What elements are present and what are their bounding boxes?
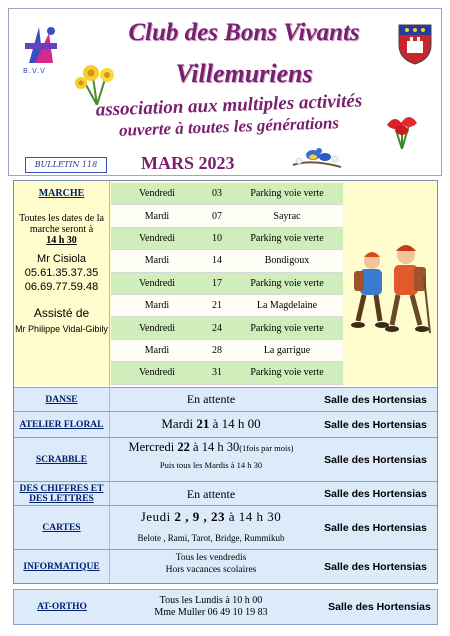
bulletin-month: MARS 2023 <box>141 153 235 173</box>
assist-name: Mr Philippe Vidal-Gibily <box>15 324 108 334</box>
walk-place: Parking voie verte <box>250 367 324 379</box>
walk-date: 17 <box>212 277 222 289</box>
activity-schedule: Tous les Lundis à 10 h 00 <box>159 595 263 606</box>
club-title: Club des Bons Vivants <box>128 19 360 46</box>
club-logo-icon <box>21 23 61 69</box>
walk-date: 14 <box>212 255 222 267</box>
row-cartes <box>14 505 437 549</box>
activity-time: à 14 h 30 <box>193 440 240 454</box>
activity-info: En attente <box>186 392 236 406</box>
row-scrabble <box>14 437 437 481</box>
marche-info <box>14 181 110 386</box>
activity-label: SCRABBLE <box>14 438 110 481</box>
walk-day: Vendredi <box>138 232 176 244</box>
marche-time: 14 h 30 <box>46 235 77 246</box>
contact-name: Mr Cisiola <box>37 253 86 265</box>
row-chiffres-lettres <box>14 481 437 505</box>
walk-day: Mardi <box>144 344 170 356</box>
activity-time: à 14 h 00 <box>212 416 261 431</box>
activity-info <box>111 550 311 583</box>
walk-date: 21 <box>212 300 222 312</box>
walk-row <box>111 295 343 317</box>
activity-extra: Puis tous les Mardis à 14 h 30 <box>159 460 263 470</box>
activity-info <box>111 438 311 481</box>
walk-place: Parking voie verte <box>250 232 324 244</box>
walk-day: Vendredi <box>138 188 176 200</box>
row-at-ortho <box>13 589 438 625</box>
activity-room: Salle des Hortensias <box>324 453 427 466</box>
club-subtitle: Villemuriens <box>175 59 313 88</box>
activity-info <box>111 412 311 437</box>
activity-room: Salle des Hortensias <box>324 418 427 431</box>
activity-day: Mardi <box>161 416 194 431</box>
walk-date: 10 <box>212 232 222 244</box>
bulletin-number: BULLETIN 118 <box>25 157 107 173</box>
activity-day: Jeudi <box>140 509 171 524</box>
walk-day: Vendredi <box>138 322 176 334</box>
walk-date: 31 <box>212 367 222 379</box>
walk-row <box>111 317 343 339</box>
activity-dates: 2 , 9 , 23 <box>174 509 225 524</box>
activity-note: Hors vacances scolaires <box>165 565 257 575</box>
walk-row <box>111 362 343 384</box>
walk-place: Parking voie verte <box>250 188 324 200</box>
daffodil-flowers-icon <box>71 57 123 105</box>
hikers-illustration-icon <box>346 237 434 341</box>
marche-section <box>14 181 437 386</box>
walk-date: 24 <box>212 322 222 334</box>
walk-row <box>111 273 343 295</box>
walk-date: 03 <box>212 188 222 200</box>
contact-phone-1: 05.61.35.37.35 <box>24 267 99 279</box>
walk-place: Parking voie verte <box>250 277 324 289</box>
contact-phone-2: 06.69.77.59.48 <box>24 281 99 293</box>
activity-date: 21 <box>196 416 210 431</box>
walk-row <box>111 205 343 227</box>
walk-place: Parking voie verte <box>250 322 324 334</box>
bulletin-header <box>8 8 442 176</box>
walk-place: La Magdelaine <box>256 300 318 312</box>
activity-time: à 14 h 30 <box>228 509 282 524</box>
activity-label: INFORMATIQUE <box>14 550 110 583</box>
marche-heading: MARCHE <box>38 188 85 199</box>
activity-label: DANSE <box>14 388 110 411</box>
activities-table <box>13 180 438 584</box>
walk-day: Mardi <box>144 210 170 222</box>
walk-place: Bondigoux <box>264 255 310 267</box>
birds-on-branch-icon <box>291 139 343 175</box>
tulips-icon <box>381 109 423 149</box>
activity-date: 22 <box>177 440 190 454</box>
walk-day: Vendredi <box>138 367 176 379</box>
activity-room: Salle des Hortensias <box>324 521 427 534</box>
walk-place: Sayrac <box>273 210 301 222</box>
walk-row <box>111 228 343 250</box>
town-crest-icon <box>397 23 433 65</box>
walk-day: Mardi <box>144 300 170 312</box>
activity-contact: Mme Muller 06 49 10 19 83 <box>154 607 268 618</box>
walk-day: Mardi <box>144 255 170 267</box>
activity-label: ATELIER FLORAL <box>14 412 110 437</box>
row-danse <box>14 387 437 411</box>
activity-room: Salle des Hortensias <box>324 487 427 500</box>
walk-row <box>111 250 343 272</box>
tagline-line2: ouverte à toutes les générations <box>118 113 340 140</box>
activity-label: CARTES <box>14 506 110 549</box>
activity-room: Salle des Hortensias <box>328 601 431 613</box>
activity-label: DES CHIFFRES ET DES LETTRES <box>14 482 110 505</box>
row-atelier-floral <box>14 411 437 437</box>
walk-row <box>111 340 343 362</box>
activity-info <box>111 590 311 624</box>
marche-contact <box>14 252 109 294</box>
walk-date: 07 <box>212 210 222 222</box>
activity-room: Salle des Hortensias <box>324 393 427 406</box>
row-informatique <box>14 549 437 583</box>
activity-room: Salle des Hortensias <box>324 560 427 573</box>
walk-place: La garrigue <box>263 344 311 356</box>
activity-label: AT-ORTHO <box>37 602 87 612</box>
tagline-line1: association aux multiples activités <box>95 90 363 121</box>
marche-note: Toutes les dates de la marche seront à <box>19 213 104 235</box>
assist-label: Assisté de <box>33 306 90 320</box>
activity-day: Mercredi <box>128 440 175 454</box>
walk-row <box>111 183 343 205</box>
logo-text: B.V.V <box>23 67 46 75</box>
activity-frequency: (1fois par mois) <box>239 443 294 453</box>
activity-games: Belote , Rami, Tarot, Bridge, Rummikub <box>137 533 285 543</box>
activity-info <box>111 506 311 549</box>
walk-schedule <box>111 183 343 385</box>
walk-date: 28 <box>212 344 222 356</box>
activity-schedule: Tous les vendredis <box>175 553 247 563</box>
walk-day: Vendredi <box>138 277 176 289</box>
activity-info: En attente <box>186 487 236 501</box>
